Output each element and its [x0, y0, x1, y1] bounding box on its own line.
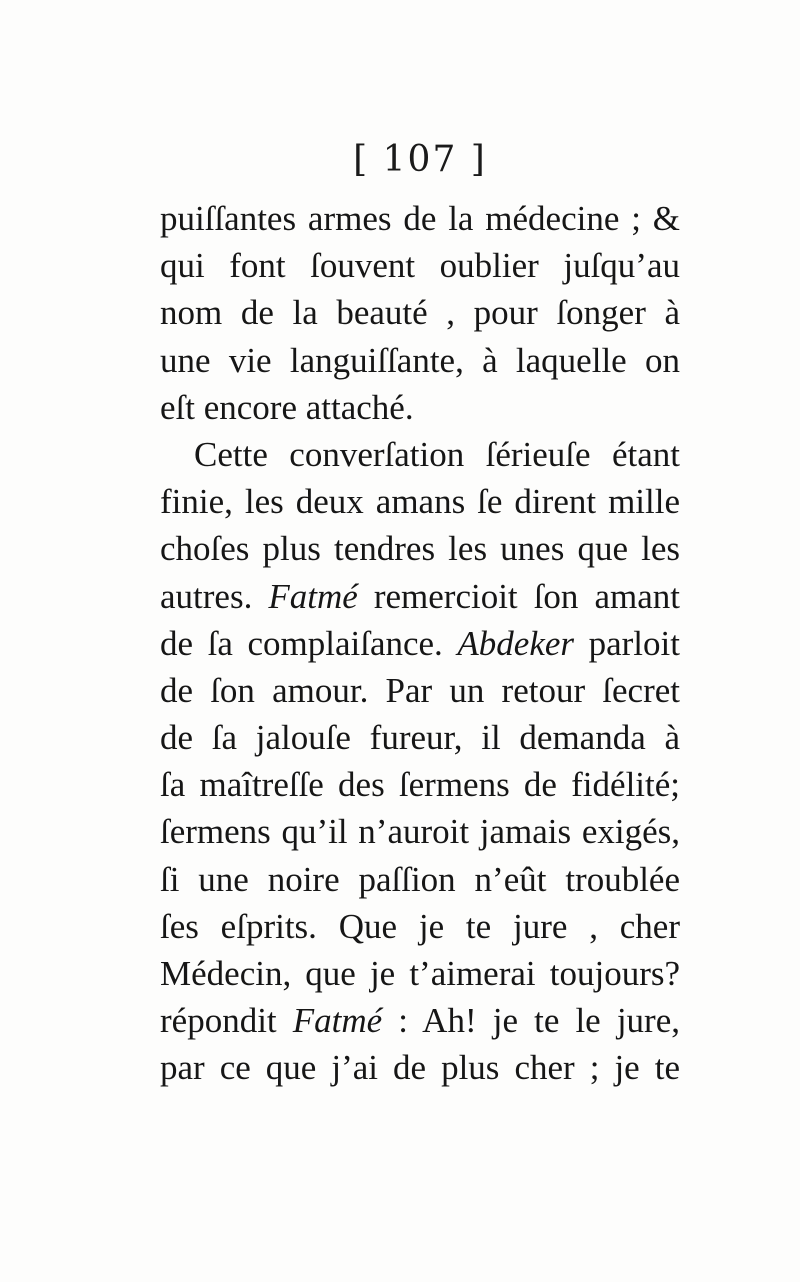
text-run: puiſſantes armes de la médecine ; &: [160, 199, 680, 238]
text-run: Médecin, que je t’aimerai toujours?: [160, 954, 680, 993]
text-run: autres.: [160, 576, 269, 616]
text-line: [160, 997, 680, 1044]
text-run: remercioit ſon amant: [357, 576, 680, 616]
text-line: [160, 856, 680, 903]
text-run: une vie languiſſante, à laquelle on: [160, 340, 680, 380]
text-run: qui font ſouvent oublier juſqu’au: [160, 246, 680, 286]
text-run: de ſa complaiſance.: [160, 623, 458, 663]
text-run: par ce que j’ai de plus cher ; je te: [160, 1048, 680, 1088]
text-run: ſa maîtreſſe des ſermens de fidélité;: [160, 765, 680, 805]
text-run: de ſon amour. Par un retour ſecret: [160, 670, 680, 710]
text-run: parloit: [574, 623, 680, 663]
text-run: ſes eſprits. Que je te jure , cher: [160, 906, 680, 946]
text-line: [160, 289, 680, 336]
text-run: nom de la beauté , pour ſonger à: [160, 293, 680, 333]
text-line: [160, 950, 680, 997]
text-line: [160, 761, 680, 808]
text-run: de ſa jalouſe fureur, il demanda à: [160, 718, 680, 758]
italic-name: Fatmé: [268, 576, 358, 616]
text-run: répondit: [160, 1001, 293, 1041]
text-line: [160, 903, 680, 950]
text-line: [160, 195, 680, 242]
text-line: [160, 431, 680, 478]
text-run: Cette converſation ſérieuſe étant: [194, 434, 680, 474]
text-line: [160, 573, 680, 620]
text-run: eſt encore attaché.: [160, 387, 414, 427]
body-text: [160, 195, 680, 1092]
text-line: [160, 242, 680, 289]
text-line: [160, 667, 680, 714]
text-run: : Ah! je te le jure,: [382, 1001, 680, 1041]
text-line: [160, 337, 680, 384]
text-run: ſermens qu’il n’auroit jamais exigés,: [160, 812, 680, 852]
text-line: [160, 620, 680, 667]
text-line: [160, 714, 680, 761]
page-number: [ 107 ]: [353, 139, 487, 180]
text-run: ſi une noire paſſion n’eût troublée: [160, 859, 680, 899]
text-line: [160, 525, 680, 572]
text-line: [160, 1044, 680, 1091]
italic-name: Abdeker: [457, 623, 575, 663]
text-line: [160, 808, 680, 855]
text-line: [160, 384, 680, 431]
text-line: [160, 478, 680, 525]
italic-name: Fatmé: [292, 1001, 383, 1041]
text-run: finie, les deux amans ſe dirent mille: [160, 482, 680, 522]
text-run: choſes plus tendres les unes que les: [160, 529, 680, 569]
